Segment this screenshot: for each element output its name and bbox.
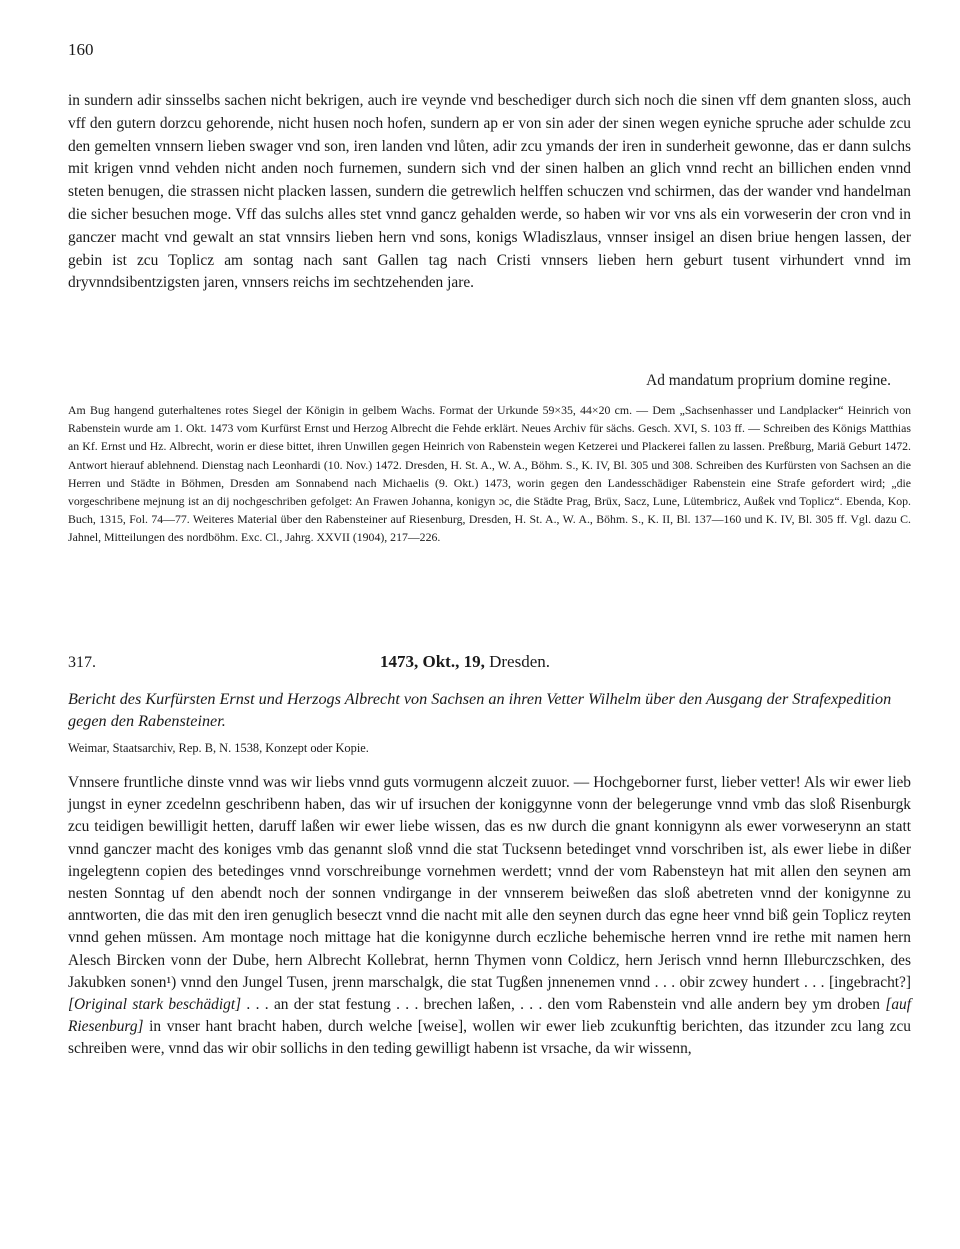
document-text-part: in vnser hant bracht haben, durch welche [weise], wollen wir ewer lieb zcukunftig berichten, das itzunder zcu lang zcu schreiben were, vnnd das wir obir sollichs in den teding gewilligt habenn ist vrsache, da wir wissenn, [68, 1018, 911, 1058]
body-paragraph: in sundern adir sinsselbs sachen nicht bekrigen, auch ire veynde vnd beschediger durch sich noch die sinen vff dem gnanten sloss, auch vff den gutern dorzcu gehorende, nicht husen noch hofen, sundern ap er von sin ader der sinen wegen eyniche spruche ader schulde zcu den gemelten vnnsern lieben swager vnd son, iren landen vnd lůten, adir zcu ymands der iren in sunderheit gewonne, das er dann sulchs mit krigen vnnd vehden nicht anden noch furnemen, sundern sich vnd der sinen halben an glich vnnd recht an billichen enden vnnd steten benugen, die strassen nicht placken lassen, sundern die getrewlich helffen schuczen vnd schirmen, das der wander vnd handelman die sicher besuchen moge. Vff das sulchs alles stet vnnd gancz gehalden werde, so haben wir vor vns als ein vorweserin der cron vnd in ganczer macht vnd gewalt an stat vnnsirs lieben hern vnd sons, konigs Wladiszlaus, vnnser insigel an disen briue hengen lassen, der gebin ist zcu Toplicz am sontag nach sant Gallen tag nach Cristi vnnsers lieben hern geburt tusent virhundert vnnd im dryvnndsibentzigsten jaren, vnnsers reichs im sechtzehenden jare. [68, 92, 911, 292]
page-number: 160 [68, 40, 94, 59]
document-date [380, 652, 550, 672]
archival-note: Am Bug hangend guterhaltenes rotes Siegel der Königin in gelbem Wachs. Format der Urkunde 59×35, 44×20 cm. — Dem „Sachsenhasser und Landplacker“ Heinrich von Rabenstein wurde am 1. Okt. 1473 vom Kurfürst Ernst und Herzog Albrecht die Fehde erklärt. Neues Archiv für sächs. Gesch. XVI, S. 103 ff. — Schreiben des Königs Matthias an Kf. Ernst und Hz. Albrecht, worin er diese bittet, ihren Unwillen gegen Heinrich von Rabenstein wegen Ketzerei und Plackerei fallen zu lassen. Preßburg, Mariä Geburt 1472. Antwort hierauf ablehnend. Dienstag nach Leonhardi (10. Nov.) 1472. Dresden, H. St. A., W. A., Böhm. S., K. IV, Bl. 305 und 308. Schreiben des Kurfürsten von Sachsen an die Herren und Städte in Böhmen, Dresden am Sonnabend nach Michaelis (9. Okt.) 1473, worin gegen den Landesschädiger Rabenstein eine Strafe gefordert wird; „die vorgeschribene mejnung ist an dij nochgeschriben gefolget: An Frawen Johanna, konigyn ɔc, die Städte Prag, Brüx, Sacz, Lune, Lütembricz, Außek vnd Toplicz“. Ebenda, Kop. Buch, 1315, Fol. 74—77. Weiteres Material über den Rabensteiner auf Riesenburg, Dresden, H. St. A., W. A., Böhm. S., K. II, Bl. 137—160 und K. IV, Bl. 305 ff. Vgl. dazu C. Jahnel, Mitteilungen des nordböhm. Exc. Cl., Jahrg. XXVII (1904), 217—226. [68, 403, 911, 545]
document-source: Weimar, Staatsarchiv, Rep. B, N. 1538, Konzept oder Kopie. [68, 741, 369, 755]
document-summary: Bericht des Kurfürsten Ernst und Herzogs Albrecht von Sachsen an ihren Vetter Wilhelm über den Ausgang der Strafexpedition gegen den Rabensteiner. [68, 690, 892, 730]
document-place: Dresden. [489, 652, 550, 671]
document-date-bold: 1473, Okt., 19, [380, 652, 485, 671]
document-text-part: Vnnsere fruntliche dinste vnnd was wir liebs vnnd guts vormugenn alczeit zuuor. — Hochgeborner furst, lieber vetter! Als wir ewer lieb jungst in eyner zcedelnn geschribenn haben, das wir uf irsuchen der koniggynne vonn der belegerunge vnnd vmb das sloß Risenburgk zcu teidigen bewilligit hetten, daruff laßen wir ewer liebe wissen, das es nw durch die gnant konnigynn als ewer vorweserynn an statt vnnd ganczer macht des koniges vmb das genannt sloß vnnd die stat Tucksenn betedinget vnnd vorschriben ist, als ewer liebe in dißer ingelegtenn copien des betedinges vnnd vorschreibunge vornehmen werdett; vnnd der vom Rabensteyn hat mit allen den seynen am nesten Sonntag uf den abendt noch der sonnen vndirgange in der vnnserem beiweßen das sloß abetreten vnnd der konigynne zu anntworten, die das mit den iren genuglich beseczt vnnd die nacht mit alle den seynen durch das egne heer vnnd biß gein Toplicz reyten vnnd gehen müssen. Am montage noch mittage hat die konigynne durch eczliche behemische herren vnnd ire rethe mit namen hern Alesch Bircken vonn der Dube, hern Albrecht Kollebrat, hernn Thymen vonn Coldicz, hern Jerisch vnnd hernn Illeburczschken, des Jakubken sonen¹) vnnd den Jungel Tusen, jrenn marschalgk, die stat Tugßen jnnenemen vnnd . . . obir zcwey hundert . . . [ingebracht?] [68, 774, 911, 991]
document-header [68, 654, 911, 678]
document-number: 317. [68, 654, 96, 671]
document-text-part: . . . an der stat festung . . . brechen laßen, . . . den vom Rabenstein vnd alle andern bey ym droben [241, 996, 886, 1014]
document-text-editorial: [auf Riesenburg] [68, 996, 911, 1036]
document-text [68, 772, 911, 1061]
document-text-editorial: [Original stark beschädigt] [68, 996, 242, 1014]
closing-formula: Ad mandatum proprium domine regine. [646, 372, 891, 389]
